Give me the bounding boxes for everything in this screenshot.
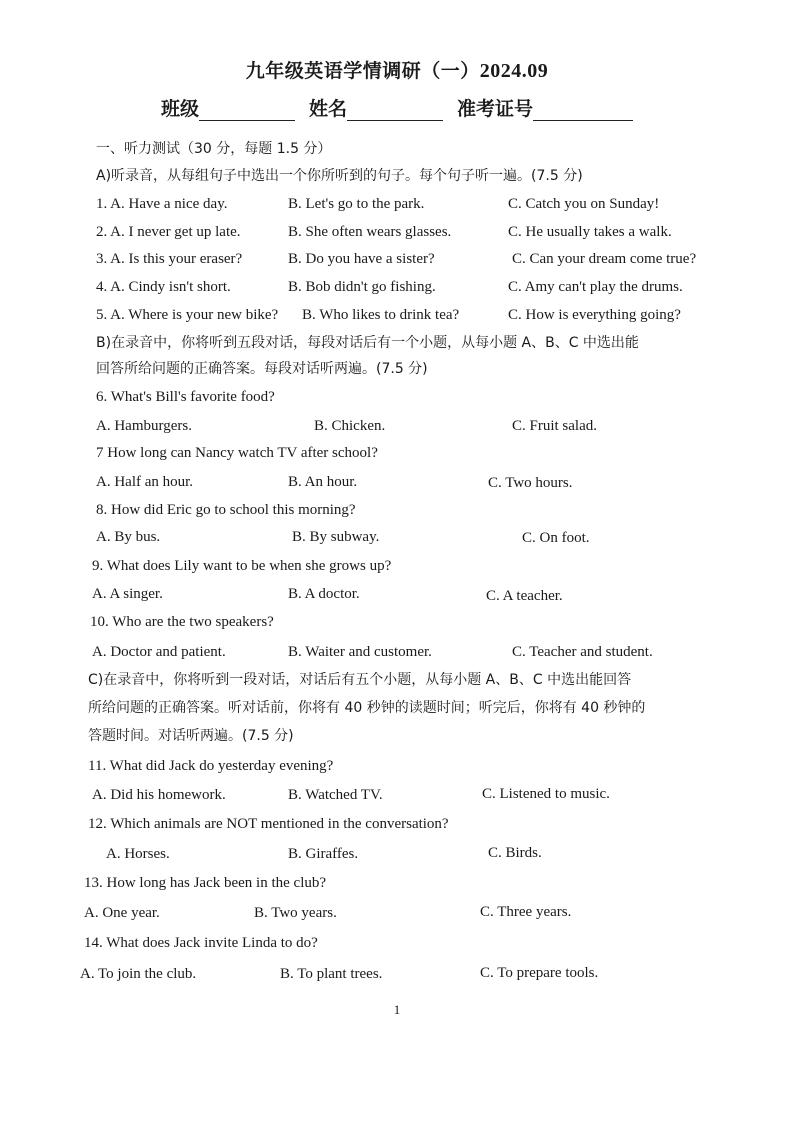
- q3-option-b: B. Do you have a sister?: [288, 251, 435, 267]
- part-b-instruction-2: 回答所给问题的正确答案。每段对话听两遍。(7.5 分): [96, 361, 428, 377]
- part-c-instruction-2: 所给问题的正确答案。听对话前，你将有 40 秒钟的读题时间；听完后，你将有 40 秒钟的: [88, 700, 646, 716]
- name-label: 姓名: [308, 98, 347, 120]
- q12-option-b: B. Giraffes.: [288, 846, 359, 862]
- page-title: [0, 56, 794, 83]
- part-b-instruction-1: B)在录音中，你将听到五段对话，每段对话后有一个小题，从每小题 A、B、C 中选出能: [96, 335, 639, 351]
- q6-stem: 6. What's Bill's favorite food?: [96, 389, 275, 405]
- q7-option-a: A. Half an hour.: [96, 474, 194, 490]
- q12-stem: 12. Which animals are NOT mentioned in the conversation?: [88, 816, 449, 832]
- class-label: 班级: [160, 98, 199, 120]
- q2-option-c: C. He usually takes a walk.: [508, 224, 672, 240]
- q10-option-b: B. Waiter and customer.: [288, 644, 432, 660]
- q8-option-c: C. On foot.: [522, 530, 590, 546]
- q7-stem: 7 How long can Nancy watch TV after school?: [96, 445, 378, 461]
- q3-option-a: 3. A. Is this your eraser?: [96, 251, 243, 267]
- exam-number-field[interactable]: [457, 94, 633, 121]
- q3-option-c: C. Can your dream come true?: [512, 251, 697, 267]
- q5-option-a: 5. A. Where is your new bike?: [96, 307, 279, 323]
- q14-stem: 14. What does Jack invite Linda to do?: [84, 935, 318, 951]
- q13-option-a: A. One year.: [84, 905, 160, 921]
- q9-option-c: C. A teacher.: [486, 588, 563, 604]
- q4-option-a: 4. A. Cindy isn't short.: [96, 279, 231, 295]
- q2-option-a: 2. A. I never get up late.: [96, 224, 241, 240]
- q6-option-b: B. Chicken.: [314, 418, 386, 434]
- title-date: 2024.09: [479, 60, 549, 82]
- q12-option-a: A. Horses.: [106, 846, 170, 862]
- q10-option-a: A. Doctor and patient.: [92, 644, 226, 660]
- q1-option-c: C. Catch you on Sunday!: [508, 196, 660, 212]
- part-a-instruction: A)听录音，从每组句子中选出一个你所听到的句子。每个句子听一遍。(7.5 分): [96, 168, 583, 184]
- exam-number-blank[interactable]: [533, 100, 633, 121]
- q7-option-b: B. An hour.: [288, 474, 358, 490]
- q2-option-b: B. She often wears glasses.: [288, 224, 452, 240]
- q13-option-b: B. Two years.: [254, 905, 337, 921]
- class-field[interactable]: [161, 94, 295, 121]
- q8-option-b: B. By subway.: [292, 529, 380, 545]
- q11-option-b: B. Watched TV.: [288, 787, 383, 803]
- section-heading: 一、听力测试（30 分，每题 1.5 分）: [96, 141, 332, 157]
- q14-option-c: C. To prepare tools.: [480, 965, 599, 981]
- part-c-instruction-1: C)在录音中，你将听到一段对话，对话后有五个小题，从每小题 A、B、C 中选出能回答: [88, 672, 632, 688]
- name-field[interactable]: [309, 94, 443, 121]
- q6-option-a: A. Hamburgers.: [96, 418, 192, 434]
- q9-option-a: A. A singer.: [92, 586, 163, 602]
- title-text: 九年级英语学情调研（一）: [245, 60, 480, 82]
- q5-option-c: C. How is everything going?: [508, 307, 681, 323]
- q11-option-c: C. Listened to music.: [482, 786, 610, 802]
- q14-option-b: B. To plant trees.: [280, 966, 383, 982]
- class-blank[interactable]: [199, 100, 295, 121]
- q4-option-c: C. Amy can't play the drums.: [508, 279, 683, 295]
- q13-option-c: C. Three years.: [480, 904, 572, 920]
- q6-option-c: C. Fruit salad.: [512, 418, 597, 434]
- q4-option-b: B. Bob didn't go fishing.: [288, 279, 436, 295]
- part-c-instruction-3: 答题时间。对话听两遍。(7.5 分): [88, 728, 294, 744]
- q9-stem: 9. What does Lily want to be when she grows up?: [92, 558, 392, 574]
- exam-number-label: 准考证号: [457, 98, 534, 120]
- q1-option-b: B. Let's go to the park.: [288, 196, 425, 212]
- name-blank[interactable]: [347, 100, 443, 121]
- q11-stem: 11. What did Jack do yesterday evening?: [88, 758, 334, 774]
- q1-option-a: 1. A. Have a nice day.: [96, 196, 228, 212]
- q12-option-c: C. Birds.: [488, 845, 542, 861]
- q10-stem: 10. Who are the two speakers?: [90, 614, 274, 630]
- page-number: 1: [393, 1002, 401, 1017]
- q8-option-a: A. By bus.: [96, 529, 161, 545]
- q14-option-a: A. To join the club.: [80, 966, 197, 982]
- q9-option-b: B. A doctor.: [288, 586, 360, 602]
- student-info-line: [0, 94, 794, 121]
- q13-stem: 13. How long has Jack been in the club?: [84, 875, 327, 891]
- q7-option-c: C. Two hours.: [488, 475, 573, 491]
- q8-stem: 8. How did Eric go to school this morning?: [96, 502, 356, 518]
- q5-option-b: B. Who likes to drink tea?: [302, 307, 460, 323]
- q11-option-a: A. Did his homework.: [92, 787, 226, 803]
- q10-option-c: C. Teacher and student.: [512, 644, 653, 660]
